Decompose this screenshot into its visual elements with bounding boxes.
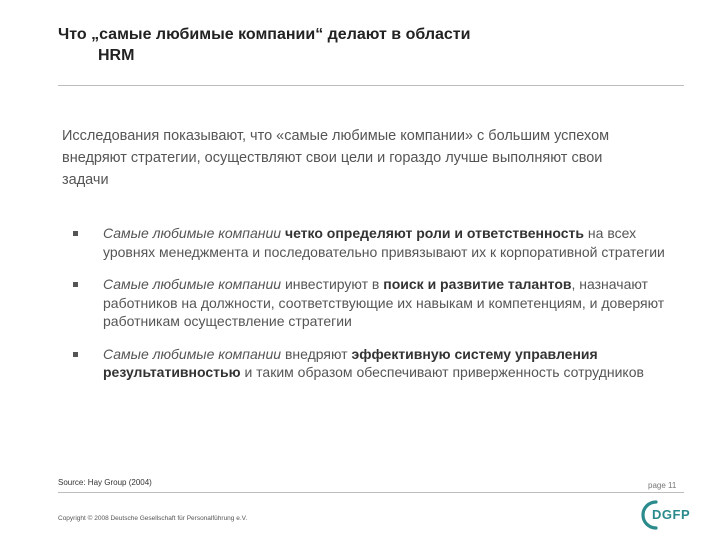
dgfp-logo [634,498,692,532]
copyright-text: Copyright © 2008 Deutsche Gesellschaft für Personalführung e.V. [58,515,248,522]
bullet-subject: Самые любимые компании [103,345,282,362]
bullet-emphasis: четко определяют роли и ответственность [284,225,585,241]
title-line-1: Что „самые любимые компании“ делают в области [58,26,471,43]
title-divider [58,85,684,86]
intro-paragraph: Исследования показывают, что «самые любимые компании» с большим успехом внедряют стратегии, осуществляют свои цели и гораздо лучше выполняют свои задачи [62,128,610,188]
bullet-square-icon [73,282,78,287]
bullet-text: и таким образом обеспечивают приверженность сотрудников [240,364,644,380]
bullet-item-1 [72,224,682,261]
bullet-square-icon [73,231,78,236]
bullet-text: , назначают работников на должности, соответствующие их навыкам и компетенциям, и доверяют работникам осуществление стратегии [103,276,665,329]
bullet-subject: Самые любимые компании [103,276,282,292]
page-number: page 11 [648,481,677,490]
bullet-text: на всех уровнях менеджмента и последовательно привязывают их к корпоративной стратегии [103,225,665,260]
bullet-emphasis: поиск и развитие талантов [383,276,572,292]
bullet-item-3 [72,345,682,382]
page-title [58,24,658,66]
bullet-subject: Самые любимые компании [103,225,282,241]
bullet-text: инвестируют в [281,276,384,292]
bullet-emphasis: эффективную систему управления результативностью [103,345,598,380]
bullet-square-icon [73,352,78,357]
bullet-text: внедряют [281,345,352,362]
title-line-2: HRM [98,47,135,64]
source-note: Source: Hay Group (2004) [58,478,152,487]
logo-text: DGFP [652,507,691,522]
footer-divider [58,492,684,493]
bullet-item-2 [72,275,682,331]
bullet-list [72,224,682,396]
